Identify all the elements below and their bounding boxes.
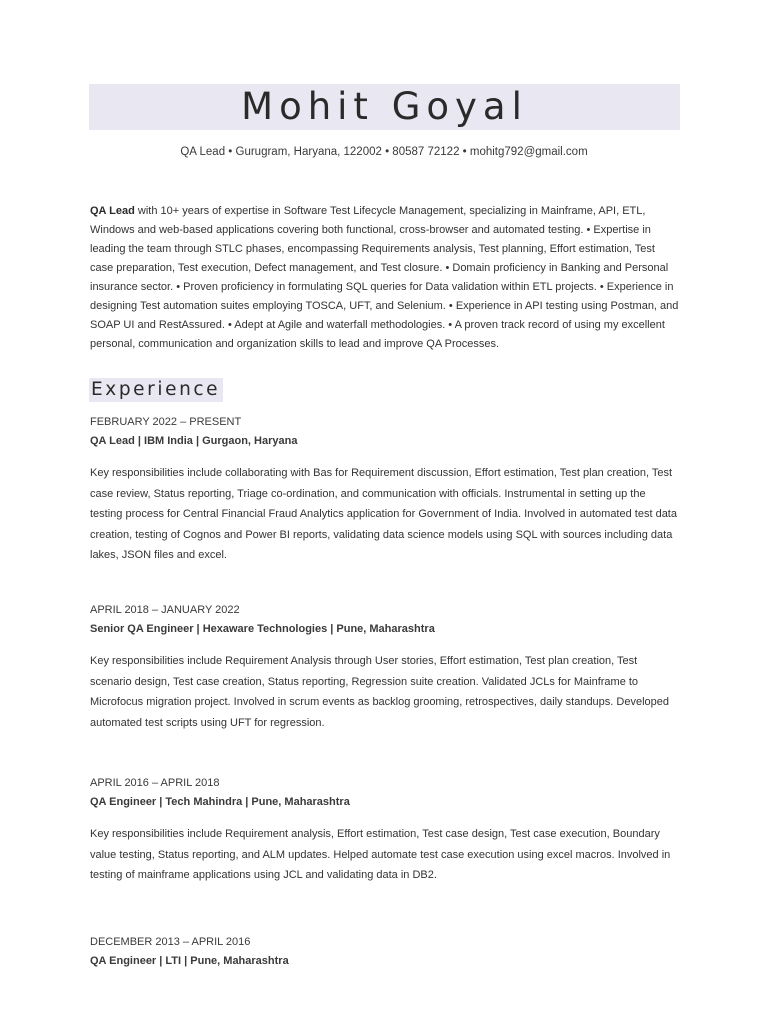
contact-line: QA Lead • Gurugram, Haryana, 122002 • 80587 72122 • mohitg792@gmail.com xyxy=(180,146,588,158)
job-description: Key responsibilities include collaborating with Bas for Requirement discussion, Effort estimation, Test plan creation, Test case review, Status reporting, Triage co-ordination, and communication with officials. Instrumental in setting up the testing process for Central Financial Fraud Analytics application for Government of India. Involved in automated test data creation, testing of Cognos and Power BI reports, validating data science models using SQL with sources including data lakes, JSON files and excel. xyxy=(90,467,677,561)
experience-heading: Experience xyxy=(89,378,223,402)
job-entry-lti xyxy=(90,934,680,969)
job-description: Key responsibilities include Requirement analysis, Effort estimation, Test case design, Test case execution, Boundary value testing, Status reporting, and ALM updates. Helped automate test case execution using excel macros. Involved in testing of mainframe applications using JCL and validating data in DB2. xyxy=(90,828,671,881)
summary-text: with 10+ years of expertise in Software Test Lifecycle Management, specializing in Mainframe, API, ETL, Windows and web-based applications covering both functional, cross-browser and automated testing. • Expertise in leading the team through STLC phases, encompassing Requirements analysis, Test planning, Effort estimation, Test case preparation, Test execution, Defect management, and Test closure. • Domain proficiency in Banking and Personal insurance sector. • Proven proficiency in formulating SQL queries for Data validation within ETL projects. • Experience in designing Test automation suites employing TOSCA, UFT, and Selenium. • Experience in API testing using Postman, and SOAP UI and RestAssured. • Adept at Agile and waterfall methodologies. • A proven track record of using my excellent personal, communication and organization skills to lead and improve QA Processes. xyxy=(90,205,679,350)
job-entry-tech-mahindra xyxy=(90,775,680,886)
job-description: Key responsibilities include Requirement Analysis through User stories, Effort estimation, Test plan creation, Test scenario design, Test case creation, Status reporting, Regression suite creation. Validated JCLs for Mainframe to Microfocus migration project. Involved in scrum events as backlog grooming, retrospectives, daily standups. Developed automated test scripts using UFT for regression. xyxy=(90,655,669,729)
job-dates: APRIL 2018 – JANUARY 2022 xyxy=(90,604,240,616)
job-title: QA Engineer | LTI | Pune, Maharashtra xyxy=(90,955,289,967)
job-title: QA Engineer | Tech Mahindra | Pune, Maharashtra xyxy=(90,796,350,808)
job-dates: FEBRUARY 2022 – PRESENT xyxy=(90,416,242,428)
profile-summary xyxy=(90,202,680,354)
job-title: Senior QA Engineer | Hexaware Technologies | Pune, Maharashtra xyxy=(90,623,435,635)
job-dates: DECEMBER 2013 – APRIL 2016 xyxy=(90,936,251,948)
name-banner xyxy=(89,84,680,130)
job-title: QA Lead | IBM India | Gurgaon, Haryana xyxy=(90,435,298,447)
summary-lead: QA Lead xyxy=(90,205,135,217)
candidate-name: Mohit Goyal xyxy=(241,85,528,128)
job-entry-hexaware xyxy=(90,602,680,733)
job-dates: APRIL 2016 – APRIL 2018 xyxy=(90,777,220,789)
job-entry-ibm xyxy=(90,414,680,566)
